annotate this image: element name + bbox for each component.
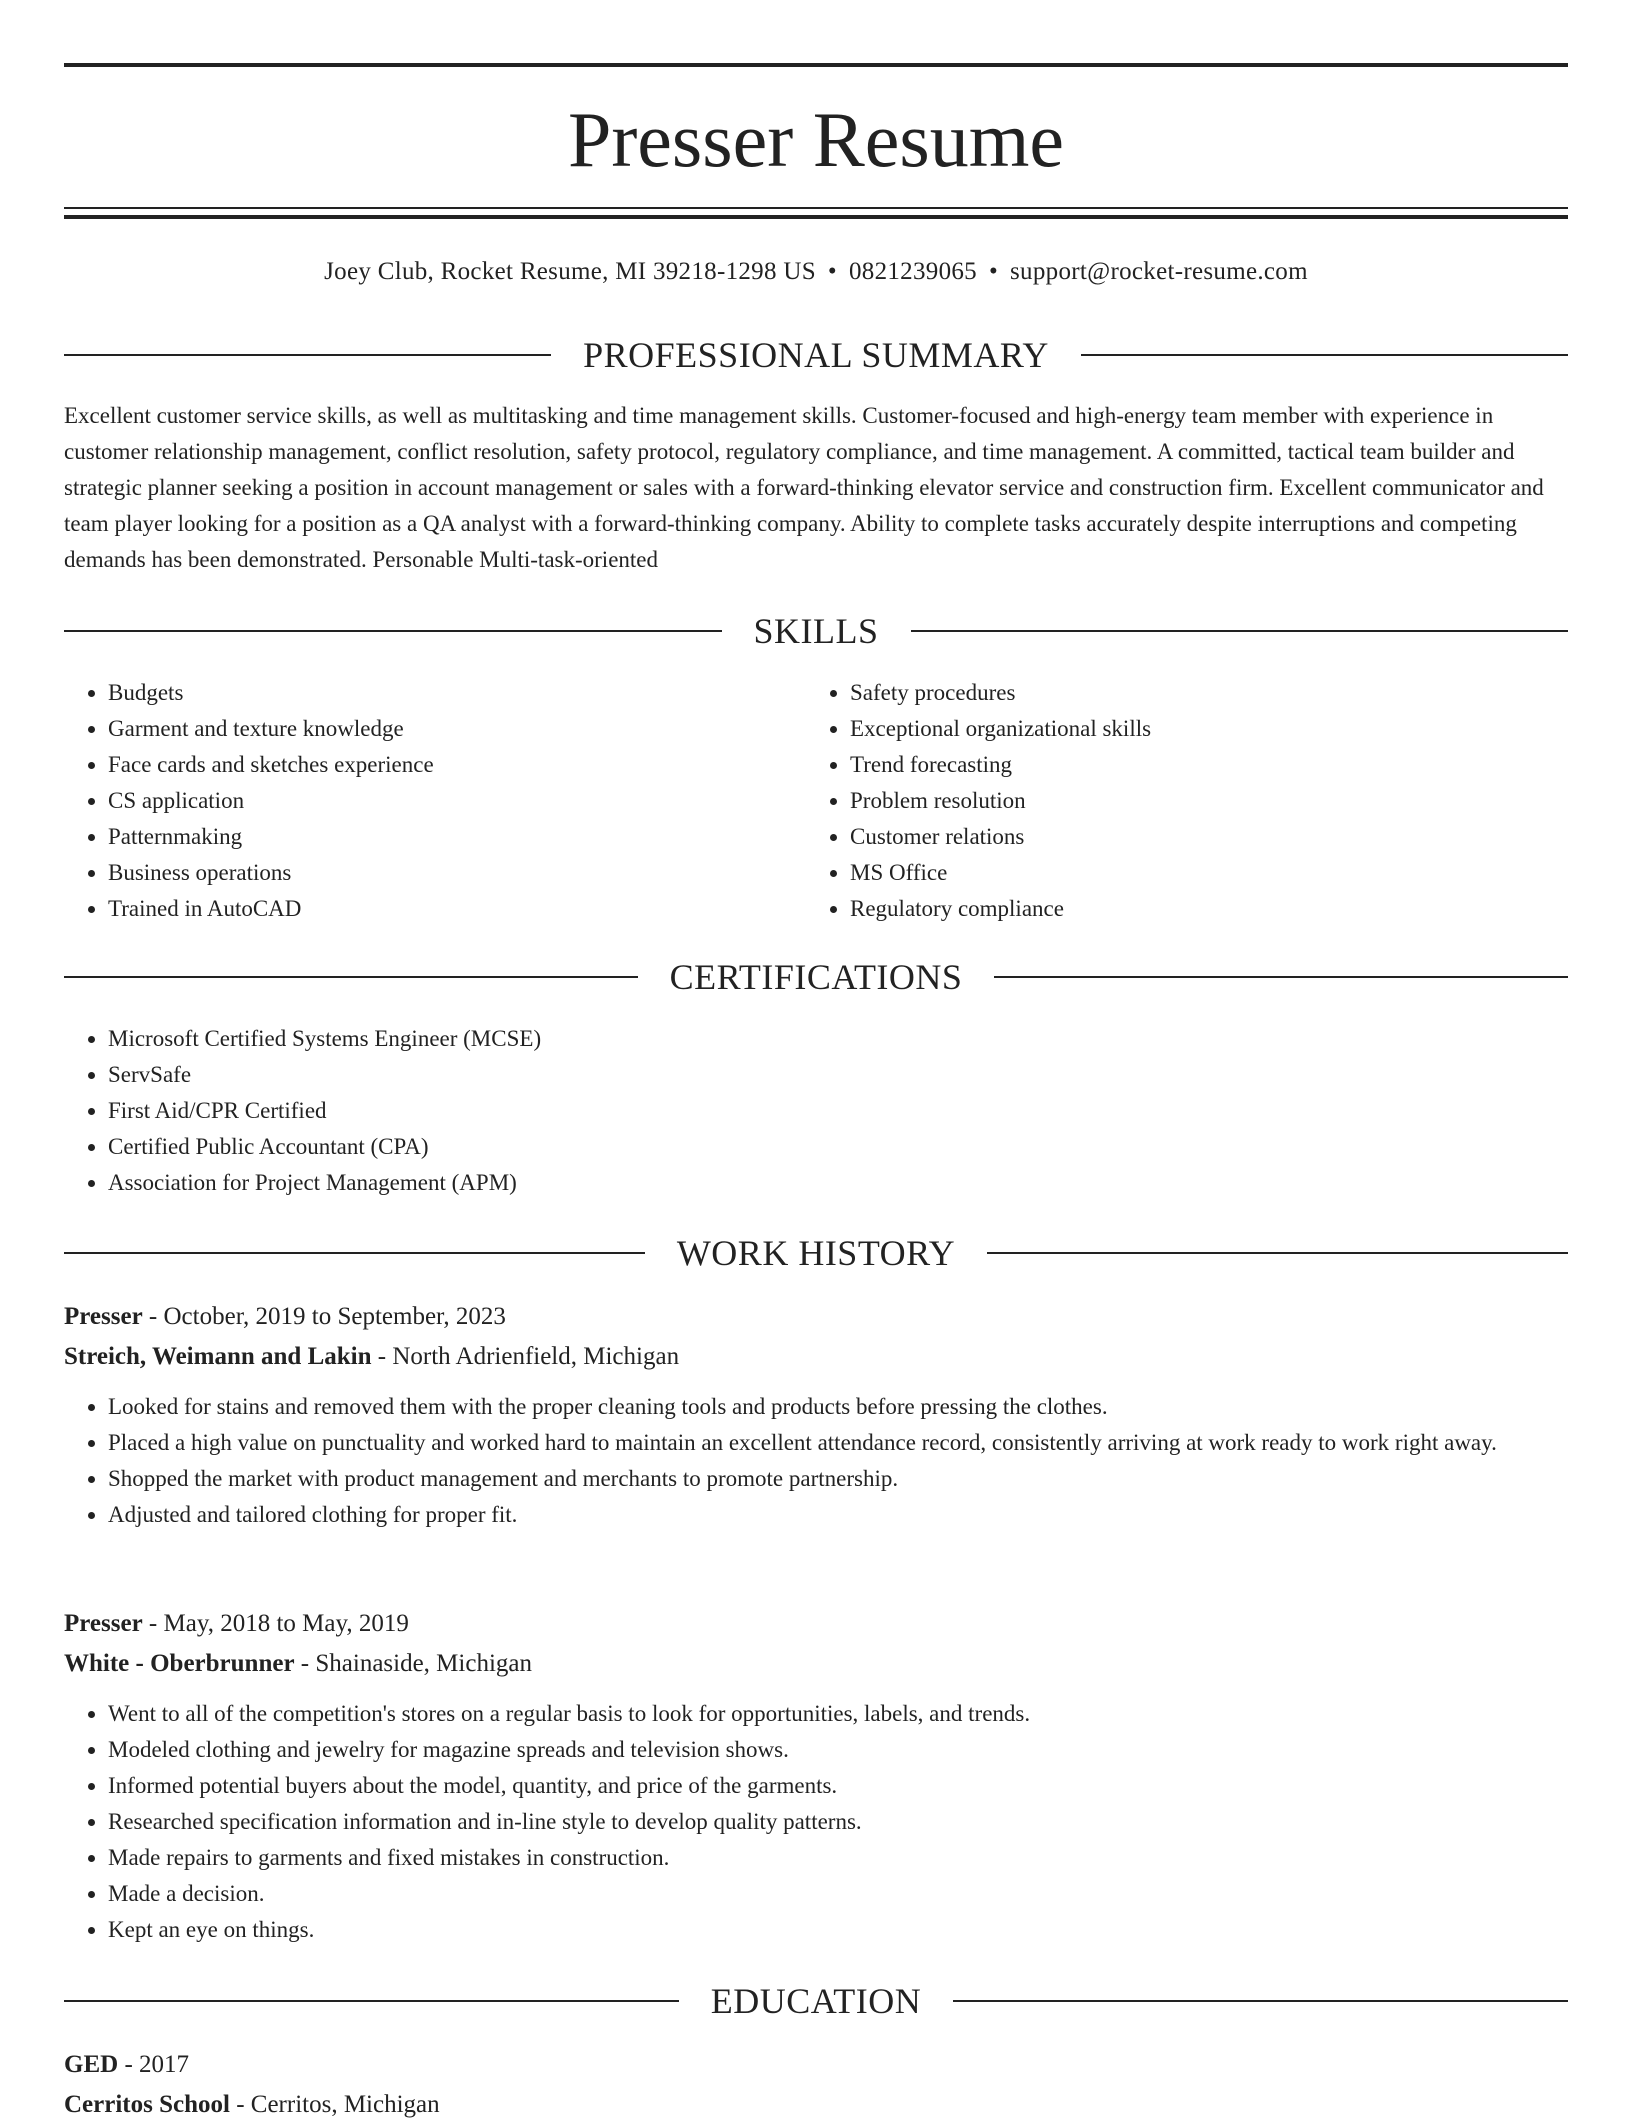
divider-right bbox=[994, 976, 1568, 978]
education-entry bbox=[64, 2045, 1568, 2125]
divider-right bbox=[1081, 354, 1568, 356]
job-duty: • Shopped the market with product management and merchants to promote partnership. bbox=[108, 1461, 1568, 1497]
divider-left bbox=[64, 630, 722, 632]
job-title: Presser bbox=[64, 1303, 143, 1330]
section-title: CERTIFICATIONS bbox=[669, 957, 963, 997]
certifications-list bbox=[64, 1021, 1568, 1201]
job-entry bbox=[64, 1604, 1568, 1948]
contact-address: Joey Club, Rocket Resume, MI 39218-1298 US bbox=[324, 258, 816, 285]
job-duty: • Made repairs to garments and fixed mistakes in construction. bbox=[108, 1840, 1568, 1876]
separator-dot: • bbox=[988, 258, 999, 285]
skill-item: • Trained in AutoCAD bbox=[108, 891, 804, 927]
section-header-work-history bbox=[64, 1228, 1568, 1278]
divider-left bbox=[64, 354, 551, 356]
job-company: Streich, Weimann and Lakin bbox=[64, 1343, 372, 1370]
certification-item: • Certified Public Accountant (CPA) bbox=[108, 1129, 1568, 1165]
contact-line bbox=[64, 252, 1568, 292]
divider-right bbox=[987, 1252, 1568, 1254]
skill-item: • Regulatory compliance bbox=[850, 891, 1546, 927]
skill-item: • Exceptional organizational skills bbox=[850, 711, 1546, 747]
education-school: Cerritos School bbox=[64, 2091, 230, 2118]
job-title: Presser bbox=[64, 1610, 143, 1637]
job-duty: • Adjusted and tailored clothing for proper fit. bbox=[108, 1497, 1568, 1533]
job-duty: • Went to all of the competition's stores on a regular basis to look for opportunities, labels, and trends. bbox=[108, 1696, 1568, 1732]
skill-item: • Budgets bbox=[108, 675, 804, 711]
skill-item: • Customer relations bbox=[850, 819, 1546, 855]
certification-item: • Association for Project Management (APM) bbox=[108, 1165, 1568, 1201]
skill-item: • Trend forecasting bbox=[850, 747, 1546, 783]
job-duty: • Kept an eye on things. bbox=[108, 1912, 1568, 1948]
job-duty: • Looked for stains and removed them with the proper cleaning tools and products before pressing the clothes. bbox=[108, 1389, 1568, 1425]
certification-item: • Microsoft Certified Systems Engineer (MCSE) bbox=[108, 1021, 1568, 1057]
job-title-line bbox=[64, 1297, 1568, 1337]
job-dates: - May, 2018 to May, 2019 bbox=[142, 1610, 409, 1637]
education-degree-line bbox=[64, 2045, 1568, 2085]
education-school-line bbox=[64, 2085, 1568, 2125]
job-location: - Shainaside, Michigan bbox=[294, 1650, 532, 1677]
top-rule bbox=[64, 63, 1568, 67]
skill-item: • Face cards and sketches experience bbox=[108, 747, 804, 783]
job-duty: • Made a decision. bbox=[108, 1876, 1568, 1912]
job-company: White - Oberbrunner bbox=[64, 1650, 295, 1677]
job-duty: • Placed a high value on punctuality and worked hard to maintain an excellent attendance record, consistently arriving at work ready to work right away. bbox=[108, 1425, 1568, 1461]
separator-dot: • bbox=[827, 258, 837, 285]
section-title: EDUCATION bbox=[710, 1981, 922, 2021]
skill-item: • Garment and texture knowledge bbox=[108, 711, 804, 747]
certification-item: • ServSafe bbox=[108, 1057, 1568, 1093]
job-location: - North Adrienfield, Michigan bbox=[371, 1343, 680, 1370]
divider-left bbox=[64, 1252, 645, 1254]
skills-column-left bbox=[64, 675, 804, 927]
section-header-certifications bbox=[64, 952, 1568, 1002]
job-entry bbox=[64, 1297, 1568, 1533]
education-location: - Cerritos, Michigan bbox=[229, 2091, 440, 2118]
title-underline-thick bbox=[64, 215, 1568, 219]
job-duty: • Modeled clothing and jewelry for magazine spreads and television shows. bbox=[108, 1732, 1568, 1768]
contact-phone: 0821239065 bbox=[848, 258, 977, 285]
job-duty: • Informed potential buyers about the model, quantity, and price of the garments. bbox=[108, 1768, 1568, 1804]
page-title: Presser Resume bbox=[567, 96, 1065, 183]
job-title-line bbox=[64, 1604, 1568, 1644]
section-header-skills bbox=[64, 606, 1568, 656]
skill-item: • CS application bbox=[108, 783, 804, 819]
job-company-line bbox=[64, 1644, 1568, 1684]
section-title: PROFESSIONAL SUMMARY bbox=[583, 335, 1049, 375]
title-underline bbox=[64, 207, 1568, 209]
skill-item: • Business operations bbox=[108, 855, 804, 891]
divider-right bbox=[953, 2000, 1568, 2002]
section-header-education bbox=[64, 1976, 1568, 2026]
skill-item: • MS Office bbox=[850, 855, 1546, 891]
divider-right bbox=[911, 630, 1569, 632]
skill-item: • Safety procedures bbox=[850, 675, 1546, 711]
education-year: - 2017 bbox=[118, 2051, 190, 2078]
job-duty: • Researched specification information and in-line style to develop quality patterns. bbox=[108, 1804, 1568, 1840]
summary-text: Excellent customer service skills, as well as multitasking and time management skills. Customer-focused and high-energy team member with experience in customer relationship management, conflict resolution, safety protocol, regulatory compliance, and time management. A committed, tactical team builder and strategic planner seeking a position in account management or sales with a forward-thinking elevator service and construction firm. Excellent communicator and team player looking for a position as a QA analyst with a forward-thinking company. Ability to complete tasks accurately despite interruptions and competing demands has been demonstrated. Personable Multi-task-oriented bbox=[64, 403, 1544, 572]
section-title: WORK HISTORY bbox=[676, 1233, 956, 1273]
education-degree: GED bbox=[64, 2051, 119, 2078]
job-company-line bbox=[64, 1337, 1568, 1377]
certification-item: • First Aid/CPR Certified bbox=[108, 1093, 1568, 1129]
divider-left bbox=[64, 976, 638, 978]
section-header-summary bbox=[64, 330, 1568, 380]
section-title: SKILLS bbox=[753, 611, 879, 651]
skill-item: • Problem resolution bbox=[850, 783, 1546, 819]
skills-column-right bbox=[806, 675, 1546, 927]
skill-item: • Patternmaking bbox=[108, 819, 804, 855]
contact-email: support@rocket-resume.com bbox=[1010, 258, 1308, 285]
divider-left bbox=[64, 2000, 679, 2002]
job-dates: - October, 2019 to September, 2023 bbox=[142, 1303, 506, 1330]
